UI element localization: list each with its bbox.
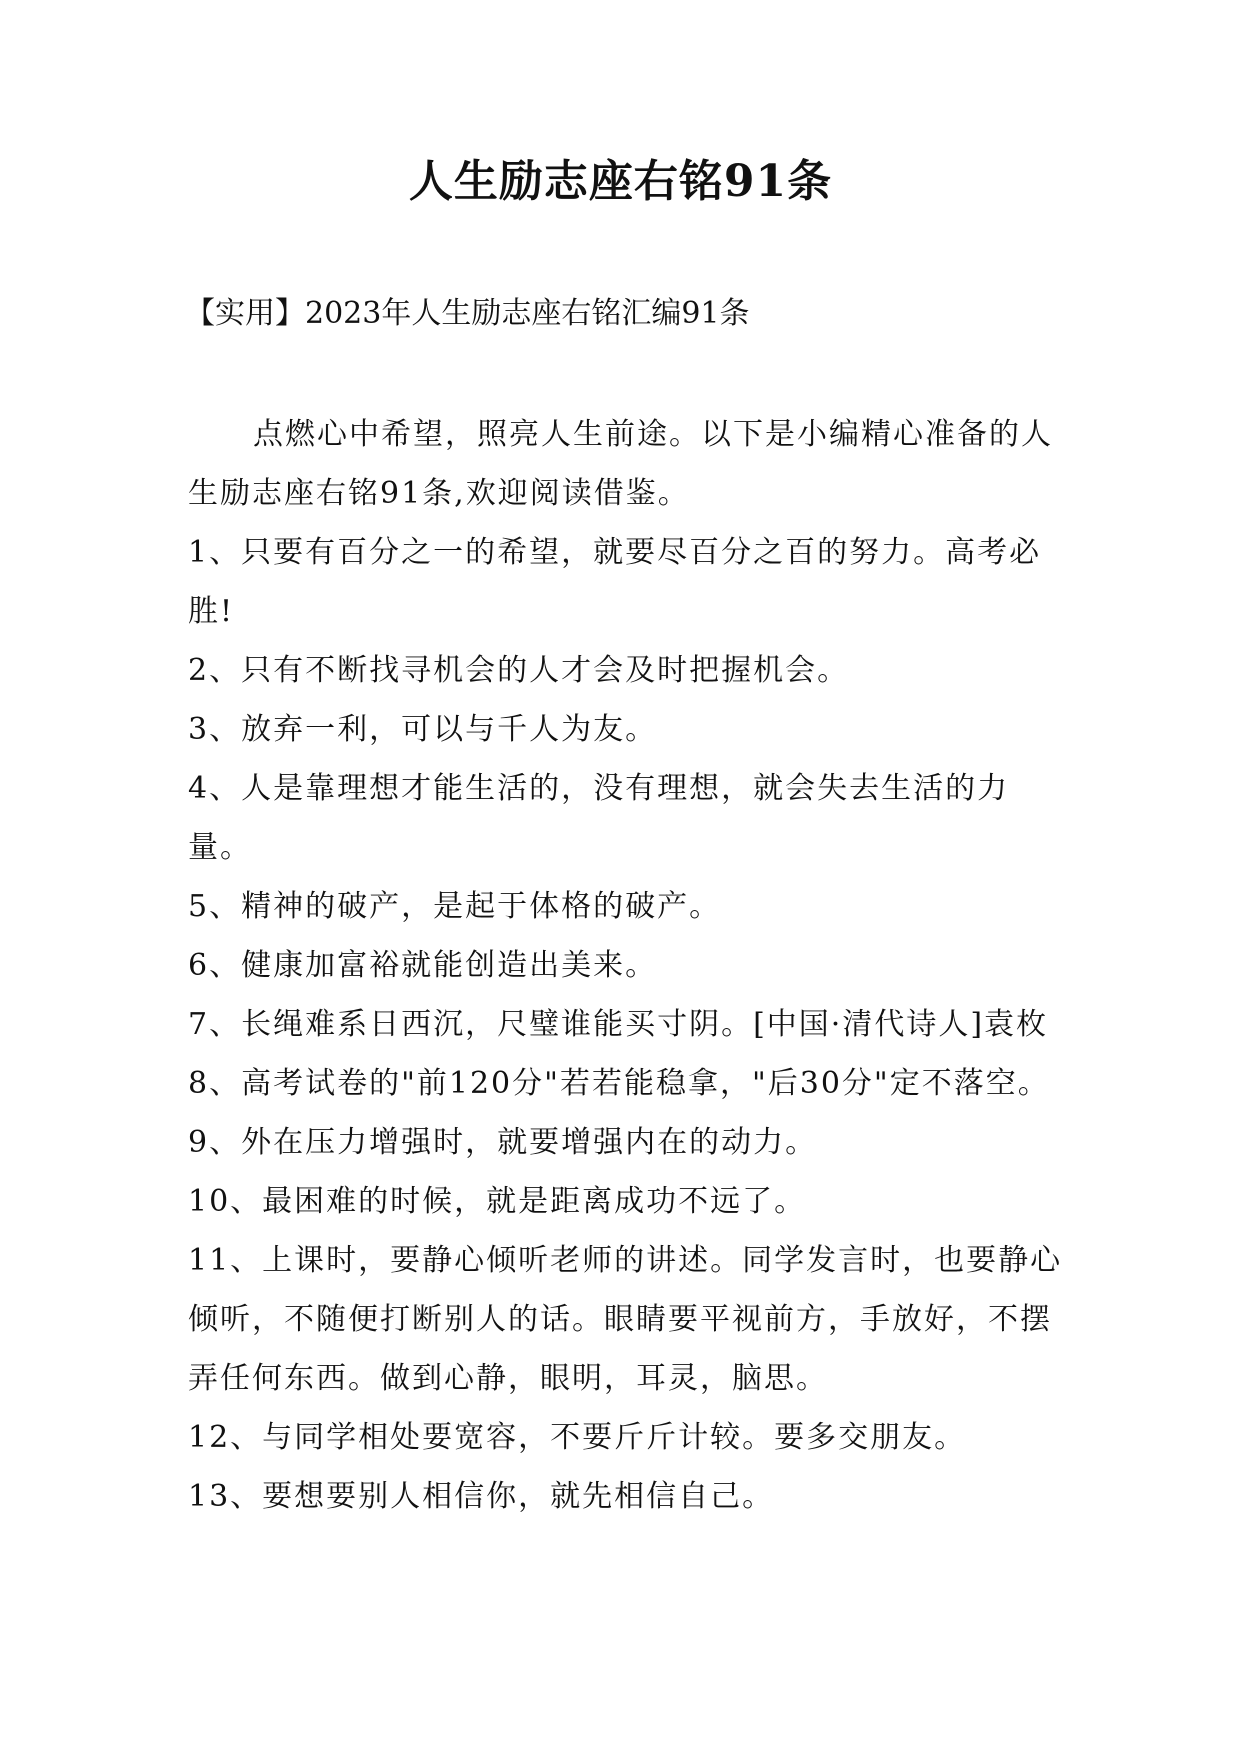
document-body	[188, 405, 1068, 1526]
list-item: 9、外在压力增强时，就要增强内在的动力。	[188, 1125, 818, 1160]
document-subtitle: 【实用】2023年人生励志座右铭汇编91条	[185, 296, 750, 331]
list-item: 6、健康加富裕就能创造出美来。	[188, 948, 658, 983]
list-item: 11、上课时，要静心倾听老师的讲述。同学发言时，也要静心倾听，不随便打断别人的话。眼睛要平视前方，手放好，不摆弄任何东西。做到心静，眼明，耳灵，脑思。	[188, 1243, 1063, 1396]
list-item: 4、人是靠理想才能生活的，没有理想，就会失去生活的力量。	[188, 771, 1010, 865]
list-item: 8、高考试卷的"前120分"若若能稳拿，"后30分"定不落空。	[188, 1066, 1050, 1101]
list-item: 10、最困难的时候，就是距离成功不远了。	[188, 1184, 807, 1219]
list-item: 2、只有不断找寻机会的人才会及时把握机会。	[188, 653, 850, 688]
list-item: 13、要想要别人相信你，就先相信自己。	[188, 1479, 775, 1514]
list-item: 5、精神的破产，是起于体格的破产。	[188, 889, 722, 924]
list-item: 3、放弃一利，可以与千人为友。	[188, 712, 658, 747]
list-item: 12、与同学相处要宽容，不要斤斤计较。要多交朋友。	[188, 1420, 967, 1455]
document-title: 人生励志座右铭91条	[408, 156, 833, 207]
list-item: 1、只要有百分之一的希望，就要尽百分之百的努力。高考必胜!	[188, 535, 1042, 629]
intro-paragraph: 点燃心中希望，照亮人生前途。以下是小编精心准备的人生励志座右铭91条,欢迎阅读借鉴。	[188, 417, 1053, 511]
list-item: 7、长绳难系日西沉，尺璧谁能买寸阴。[中国·清代诗人]袁枚	[188, 1007, 1049, 1042]
